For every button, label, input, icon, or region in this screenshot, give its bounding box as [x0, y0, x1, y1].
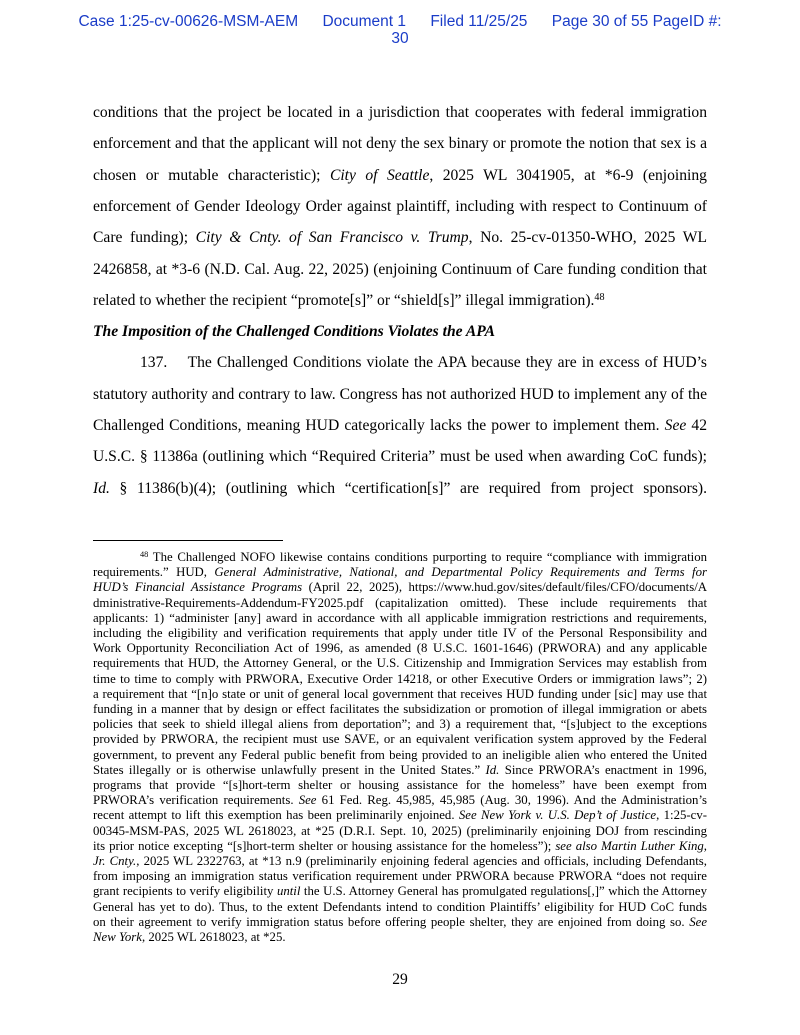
text-run: , 2025 WL 2618023, at *25. — [141, 930, 286, 944]
footnote-line — [140, 550, 707, 565]
footnote-line — [93, 778, 707, 793]
footnote-line — [93, 565, 707, 580]
body-line — [93, 417, 707, 435]
emphasized-text: See — [664, 417, 687, 434]
text-run: 2426858, at *3-6 (N.D. Cal. Aug. 22, 2025) (enjoining Continuum of Care funding condition that — [93, 260, 707, 278]
body-line — [93, 448, 707, 466]
footnote-ref: 48 — [594, 291, 605, 303]
emphasized-text: General Administrative, National, and Departmental Policy Requirements and Terms for — [214, 565, 707, 580]
text-run: , 1:25-cv- — [656, 808, 707, 823]
emphasized-text: City of Seattle — [329, 166, 430, 184]
footnote-ref: 48 — [140, 549, 149, 559]
text-run: from imposing an immigration status verification requirement under PRWORA because PRWORA “does not require — [93, 869, 707, 884]
text-run: chosen or mutable characteristic); — [93, 166, 330, 184]
footnote-line — [93, 793, 707, 808]
footnote-line — [93, 580, 707, 595]
text-run: dministrative-Requirements-Addendum-FY2025.pdf (capitalization omitted). These include requirements that — [93, 595, 707, 610]
filed-date: Filed 11/25/25 — [430, 13, 528, 30]
text-run: 00345-MSM-PAS, 2025 WL 2618023, at *25 (D.R.I. Sept. 10, 2025) (preliminarily enjoining DOJ from rescinding — [93, 823, 707, 838]
text-run: a requirement that “[n]o state or unit of general local government that receives HUD funding under [sic] may use that — [93, 686, 707, 701]
text-run: The Challenged NOFO likewise contains conditions purporting to require “compliance with immigration — [148, 550, 707, 564]
text-run: requirements that HUD, the Attorney General, or the U.S. Citizenship and Immigration Services may establish from — [93, 656, 707, 671]
ecf-header — [0, 13, 800, 31]
body-line — [93, 229, 707, 247]
document-number: Document 1 — [322, 13, 407, 30]
page-number: 29 — [392, 971, 408, 988]
text-run: (April 22, 2025), https://www.hud.gov/sites/default/files/CFO/documents/A — [302, 580, 707, 595]
emphasized-text: City & Cnty. of San Francisco v. Trump — [195, 229, 469, 247]
body-line — [93, 323, 707, 341]
footnote-line — [93, 915, 707, 930]
emphasized-text: See New York v. U.S. Dep’t of Justice — [458, 808, 657, 823]
footnote-line — [93, 687, 707, 702]
footnote-line — [93, 611, 707, 626]
footnote-line — [93, 596, 707, 611]
emphasized-text: See — [298, 793, 317, 808]
footnote-line — [93, 656, 707, 671]
text-run: including the eligibility and verification requirements that apply under title IV of the Personal Responsibility and — [93, 626, 707, 640]
text-run: , No. 25-cv-01350-WHO, 2025 WL — [468, 229, 707, 247]
footnote-line — [93, 869, 707, 884]
text-run: on their agreement to verify immigration status before offering people shelter, they are enjoined from doing so. — [93, 914, 690, 929]
text-run: recent attempt to lift this exemption has been preliminarily enjoined. — [93, 808, 459, 823]
text-run: , 2025 WL 3041905, at *6-9 (enjoining — [429, 166, 707, 184]
text-run: 137. The Challenged Conditions violate the APA because they are in excess of HUD’s — [140, 354, 707, 372]
page-info: Page 30 of 55 PageID #: — [551, 13, 722, 30]
footnote-line — [93, 626, 707, 641]
body-line — [93, 386, 707, 404]
footnote-line — [93, 732, 707, 747]
emphasized-text: Id. — [93, 479, 110, 497]
case-number: Case 1:25-cv-00626-MSM-AEM — [78, 13, 299, 30]
emphasized-text: until — [276, 884, 301, 899]
text-run: related to whether the recipient “promote[s]” or “shield[s]” illegal immigration). — [93, 291, 595, 309]
footnote-separator — [93, 540, 283, 541]
emphasized-text: Id. — [485, 762, 500, 777]
text-run: enforcement of Gender Ideology Order against plaintiff, including with respect to Continuum of — [93, 197, 707, 215]
footnote-line — [93, 808, 707, 823]
footnote-line — [93, 839, 707, 854]
body-line — [93, 292, 707, 310]
text-run: government, to prevent any Federal public benefit from being provided to an ineligible alien who entered the United — [93, 747, 707, 762]
text-run: grant recipients to verify eligibility — [93, 884, 277, 899]
text-run: policies that seek to shield illegal aliens from deportation”; and 3) a requirement that, “[s]ubject to the exceptions — [93, 717, 707, 732]
footnote-line — [93, 824, 707, 839]
emphasized-text: New York — [93, 930, 142, 944]
body-line — [93, 135, 707, 153]
emphasized-text: see also Martin Luther King, — [555, 838, 707, 853]
footnote-line — [93, 672, 707, 687]
text-run: the U.S. Attorney General has promulgated regulations[,]” which the Attorney — [300, 884, 707, 899]
body-line — [93, 198, 707, 216]
body-line — [93, 480, 707, 498]
text-run: Challenged Conditions, meaning HUD categorically lacks the power to implement them. — [93, 417, 665, 434]
text-run: Care funding); — [93, 229, 196, 247]
text-run: 42 — [686, 417, 707, 434]
text-run: its prior notice excepting “[s]hort-term shelter or housing assistance for the homeless”); — [93, 838, 556, 853]
text-run: Work Opportunity Reconciliation Act of 1996, as amended (8 U.S.C. 1601-1646) (PRWORA) and any applicable — [93, 641, 707, 656]
text-run: enforcement and that the applicant will not deny the sex binary or promote the notion that sex is a — [93, 135, 707, 153]
footnote-line — [93, 641, 707, 656]
footnote-line — [93, 930, 707, 945]
text-run: provided by PRWORA, the recipient must use SAVE, or an equivalent verification system approved by the Federal — [93, 732, 707, 747]
text-run: conditions that the project be located in a jurisdiction that cooperates with federal immigration — [93, 104, 707, 121]
text-run: 61 Fed. Reg. 45,985, 45,985 (Aug. 30, 1996). And the Administration’s — [316, 793, 707, 808]
footnote-line — [93, 884, 707, 899]
emphasized-text: Jr. Cnty. — [93, 854, 137, 868]
text-run: applicants: 1) “administer [any] award in accordance with all applicable immigration restrictions and requirements, — [93, 610, 707, 625]
footnote-line — [93, 763, 707, 778]
text-run: U.S.C. § 11386a (outlining which “Required Criteria” must be used when awarding CoC funds); — [93, 448, 707, 466]
footnote-line — [93, 900, 707, 915]
body-line — [93, 167, 707, 185]
text-run: funding in a manner that by design or effect facilitates the subsidization or promotion of illegal immigration or abets — [93, 702, 707, 716]
text-run: statutory authority and contrary to law. Congress has not authorized HUD to implement any of the — [93, 385, 707, 403]
text-run: PRWORA’s verification requirements. — [93, 793, 299, 808]
footnote-line — [93, 717, 707, 732]
text-run: General has yet to do). Thus, to the extent Defendants intend to condition Plaintiffs’ eligibility for HUD CoC funds — [93, 899, 707, 914]
footnote-line — [93, 702, 707, 717]
text-run: , 2025 WL 2322763, at *13 n.9 (preliminarily enjoining federal agencies and officials, including Defendants, — [136, 854, 707, 868]
emphasized-text: HUD’s Financial Assistance Programs — [93, 580, 303, 595]
body-line — [140, 354, 707, 372]
body-line — [93, 261, 707, 279]
text-run: programs that provide “[s]hort-term shelter or housing assistance for the homeless” have been exempt from — [93, 778, 707, 792]
emphasized-text: The Imposition of the Challenged Conditions Violates the APA — [93, 323, 496, 341]
emphasized-text: See — [689, 914, 707, 929]
text-run: States illegally or is otherwise unlawfully present in the United States.” — [93, 762, 486, 777]
text-run: § 11386(b)(4); (outlining which “certification[s]” are required from project sponsors). — [109, 479, 707, 497]
text-run: Since PRWORA’s enactment in 1996, — [499, 762, 707, 777]
text-run: time to time to comply with PRWORA, Executive Order 14218, or other Executive Orders or immigration laws”; 2) — [93, 671, 707, 686]
footnote-line — [93, 854, 707, 869]
footnote-line — [93, 748, 707, 763]
page-id: 30 — [391, 30, 409, 47]
body-line — [93, 104, 707, 122]
text-run: requirements.” HUD, — [93, 565, 215, 580]
